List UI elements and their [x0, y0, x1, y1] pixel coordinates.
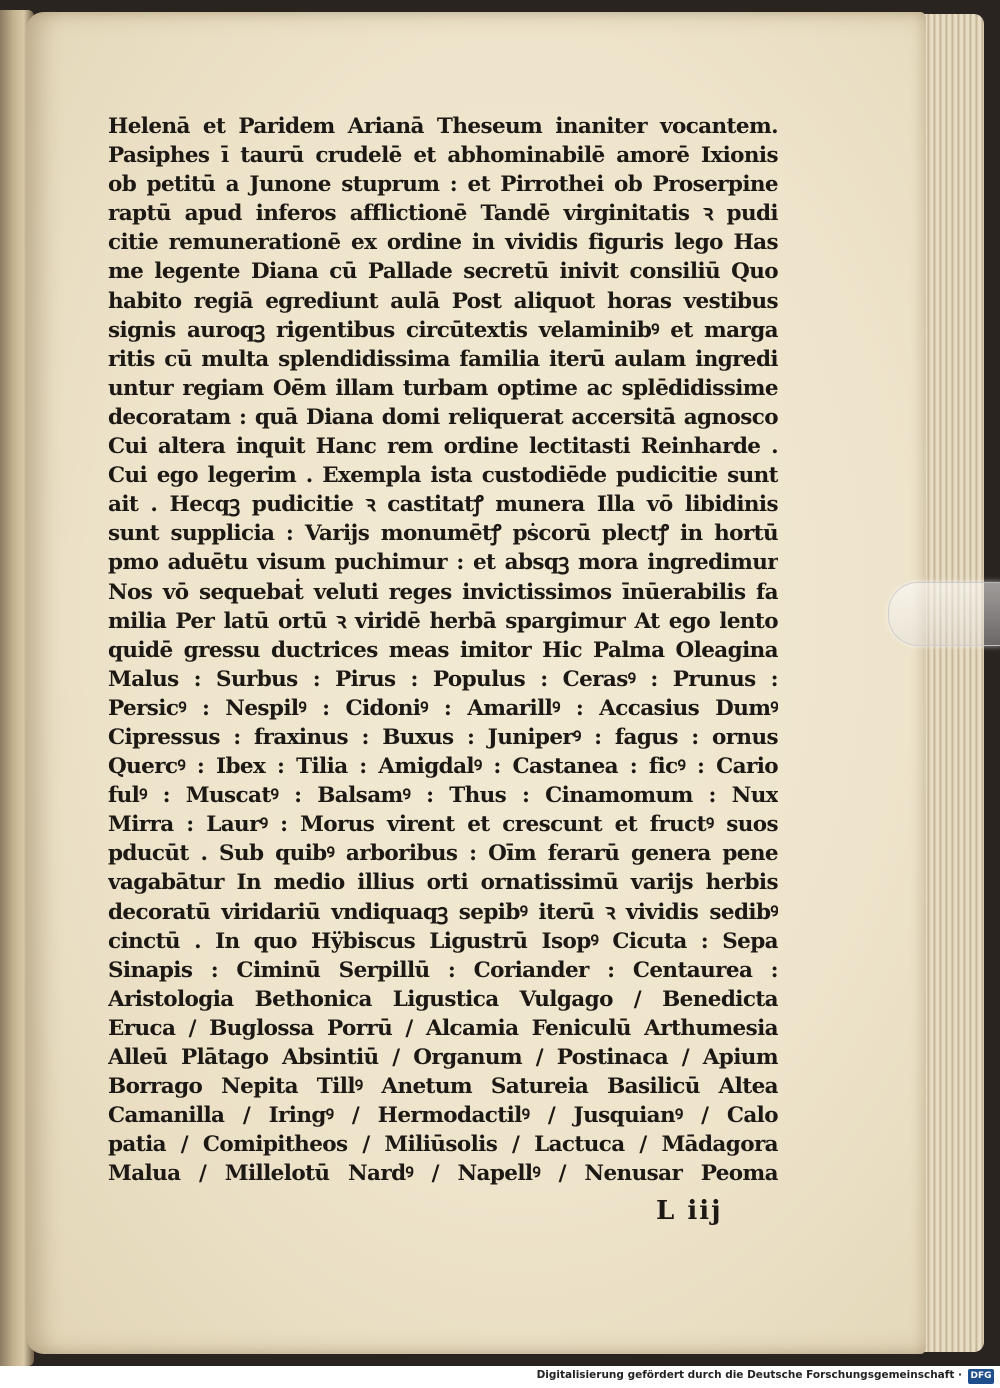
text-line: Sinapis : Ciminū Serpillū : Coriander : Centaurea : [108, 957, 778, 983]
bookmark-tab [888, 582, 1000, 646]
text-line: untur regiam Oēm illam turbam optime ac splēdidissime [108, 375, 778, 401]
text-line: signis auroqꝫ rigentibus circūtextis velaminibꝰ et marga [108, 317, 778, 343]
text-line: Cui ego legerim . Exempla ista custodiēde pudicitie sunt [108, 463, 778, 489]
text-line: pmo aduētu visum puchimur : et absqꝫ mora ingredimur [108, 550, 778, 576]
text-line: Borrago Nepita Tillꝰ Anetum Satureia Basilicū Altea [108, 1074, 778, 1100]
text-line: Pasiphes ī taurū crudelē et abhominabilē amorē Ixionis [108, 143, 778, 169]
text-line: Helenā et Paridem Arianā Theseum inaniter vocantem. [108, 114, 778, 139]
text-line: Camanilla / Iringꝰ / Hermodactilꝰ / Jusquianꝰ / Calo [108, 1103, 778, 1129]
text-line: Cipressus : fraxinus : Buxus : Juniperꝰ : fagus : ornus [108, 724, 778, 750]
text-line: habito regiā egrediunt aulā Post aliquot horas vestibus [108, 288, 778, 314]
text-line: ritis cū multa splendidissima familia iterū aulam ingredi [108, 346, 778, 372]
text-line: Persicꝰ : Nespilꝰ : Cidoniꝰ : Amarillꝰ : Accasius Dumꝰ [108, 695, 778, 721]
text-line: Malus : Surbus : Pirus : Populus : Cerasꝰ : Prunus : [108, 666, 778, 692]
text-line: Alleū Plātago Absintiū / Organum / Postinaca / Apium [108, 1045, 778, 1070]
text-line: vagabātur In medio illius orti ornatissimū varijs herbis [108, 870, 778, 896]
text-line: fulꝰ : Muscatꝰ : Balsamꝰ : Thus : Cinamomum : Nux [108, 783, 778, 809]
text-line: Aristologia Bethonica Ligustica Vulgago / Benedicta [108, 986, 778, 1012]
text-line: Nos vō sequebaṫ veluti reges invictissimos īnūerabilis fa [108, 579, 778, 605]
text-line: Cui altera inquit Hanc rem ordine lectitasti Reinharde . [108, 434, 778, 460]
text-line: raptū apud inferos afflictionē Tandē virginitatis ꝛ pudi [108, 201, 778, 227]
text-line: me legente Diana cū Pallade secretū inivit consiliū Quo [108, 259, 778, 285]
text-line: decoratū viridariū vndiquaqꝫ sepibꝰ iterū ꝛ vividis sedibꝰ [108, 899, 778, 925]
text-line: Mirra : Laurꝰ : Morus virent et crescunt et fructꝰ suos [108, 812, 778, 838]
text-line: Eruca / Buglossa Porrū / Alcamia Feniculū Arthumesia [108, 1015, 778, 1041]
text-line: ob petitū a Junone stuprum : et Pirrothei ob Proserpine [108, 172, 778, 198]
dfg-logo[interactable]: DFG [968, 1369, 994, 1384]
footer-bar [0, 1366, 1000, 1388]
text-line: decoratam : quā Diana domi reliquerat accersitā agnosco [108, 404, 778, 430]
signature-mark: L iij [656, 1196, 723, 1226]
text-line: citie remunerationē ex ordine in vividis figuris lego Has [108, 230, 778, 256]
funding-credit: Digitalisierung gefördert durch die Deutsche Forschungsgemeinschaft · [536, 1369, 962, 1381]
text-block [108, 112, 778, 1188]
text-line: pducūt . Sub quibꝰ arboribus : Oīm ferarū genera pene [108, 841, 778, 867]
text-line: Quercꝰ : Ibex : Tilia : Amigdalꝰ : Castanea : ficꝰ : Cario [108, 754, 778, 780]
text-line: milia Per latū ortū ꝛ viridē herbā spargimur At ego lento [108, 608, 778, 634]
text-line: quidē gressu ductrices meas imitor Hic Palma Oleagina [108, 637, 778, 663]
text-line: ait . Hecqꝫ pudicitie ꝛ castitatꝭ munera Illa vō libidinis [108, 492, 778, 518]
text-line: cinctū . In quo Hÿbiscus Ligustrū Isopꝰ Cicuta : Sepa [108, 928, 778, 954]
text-line: sunt supplicia : Varijs monumētꝭ pṡcorū plectꝭ in hortū [108, 521, 778, 547]
text-line: Malua / Millelotū Nardꝰ / Napellꝰ / Nenusar Peoma [108, 1161, 778, 1187]
text-line: patia / Comipitheos / Miliūsolis / Lactuca / Mādagora [108, 1132, 778, 1158]
